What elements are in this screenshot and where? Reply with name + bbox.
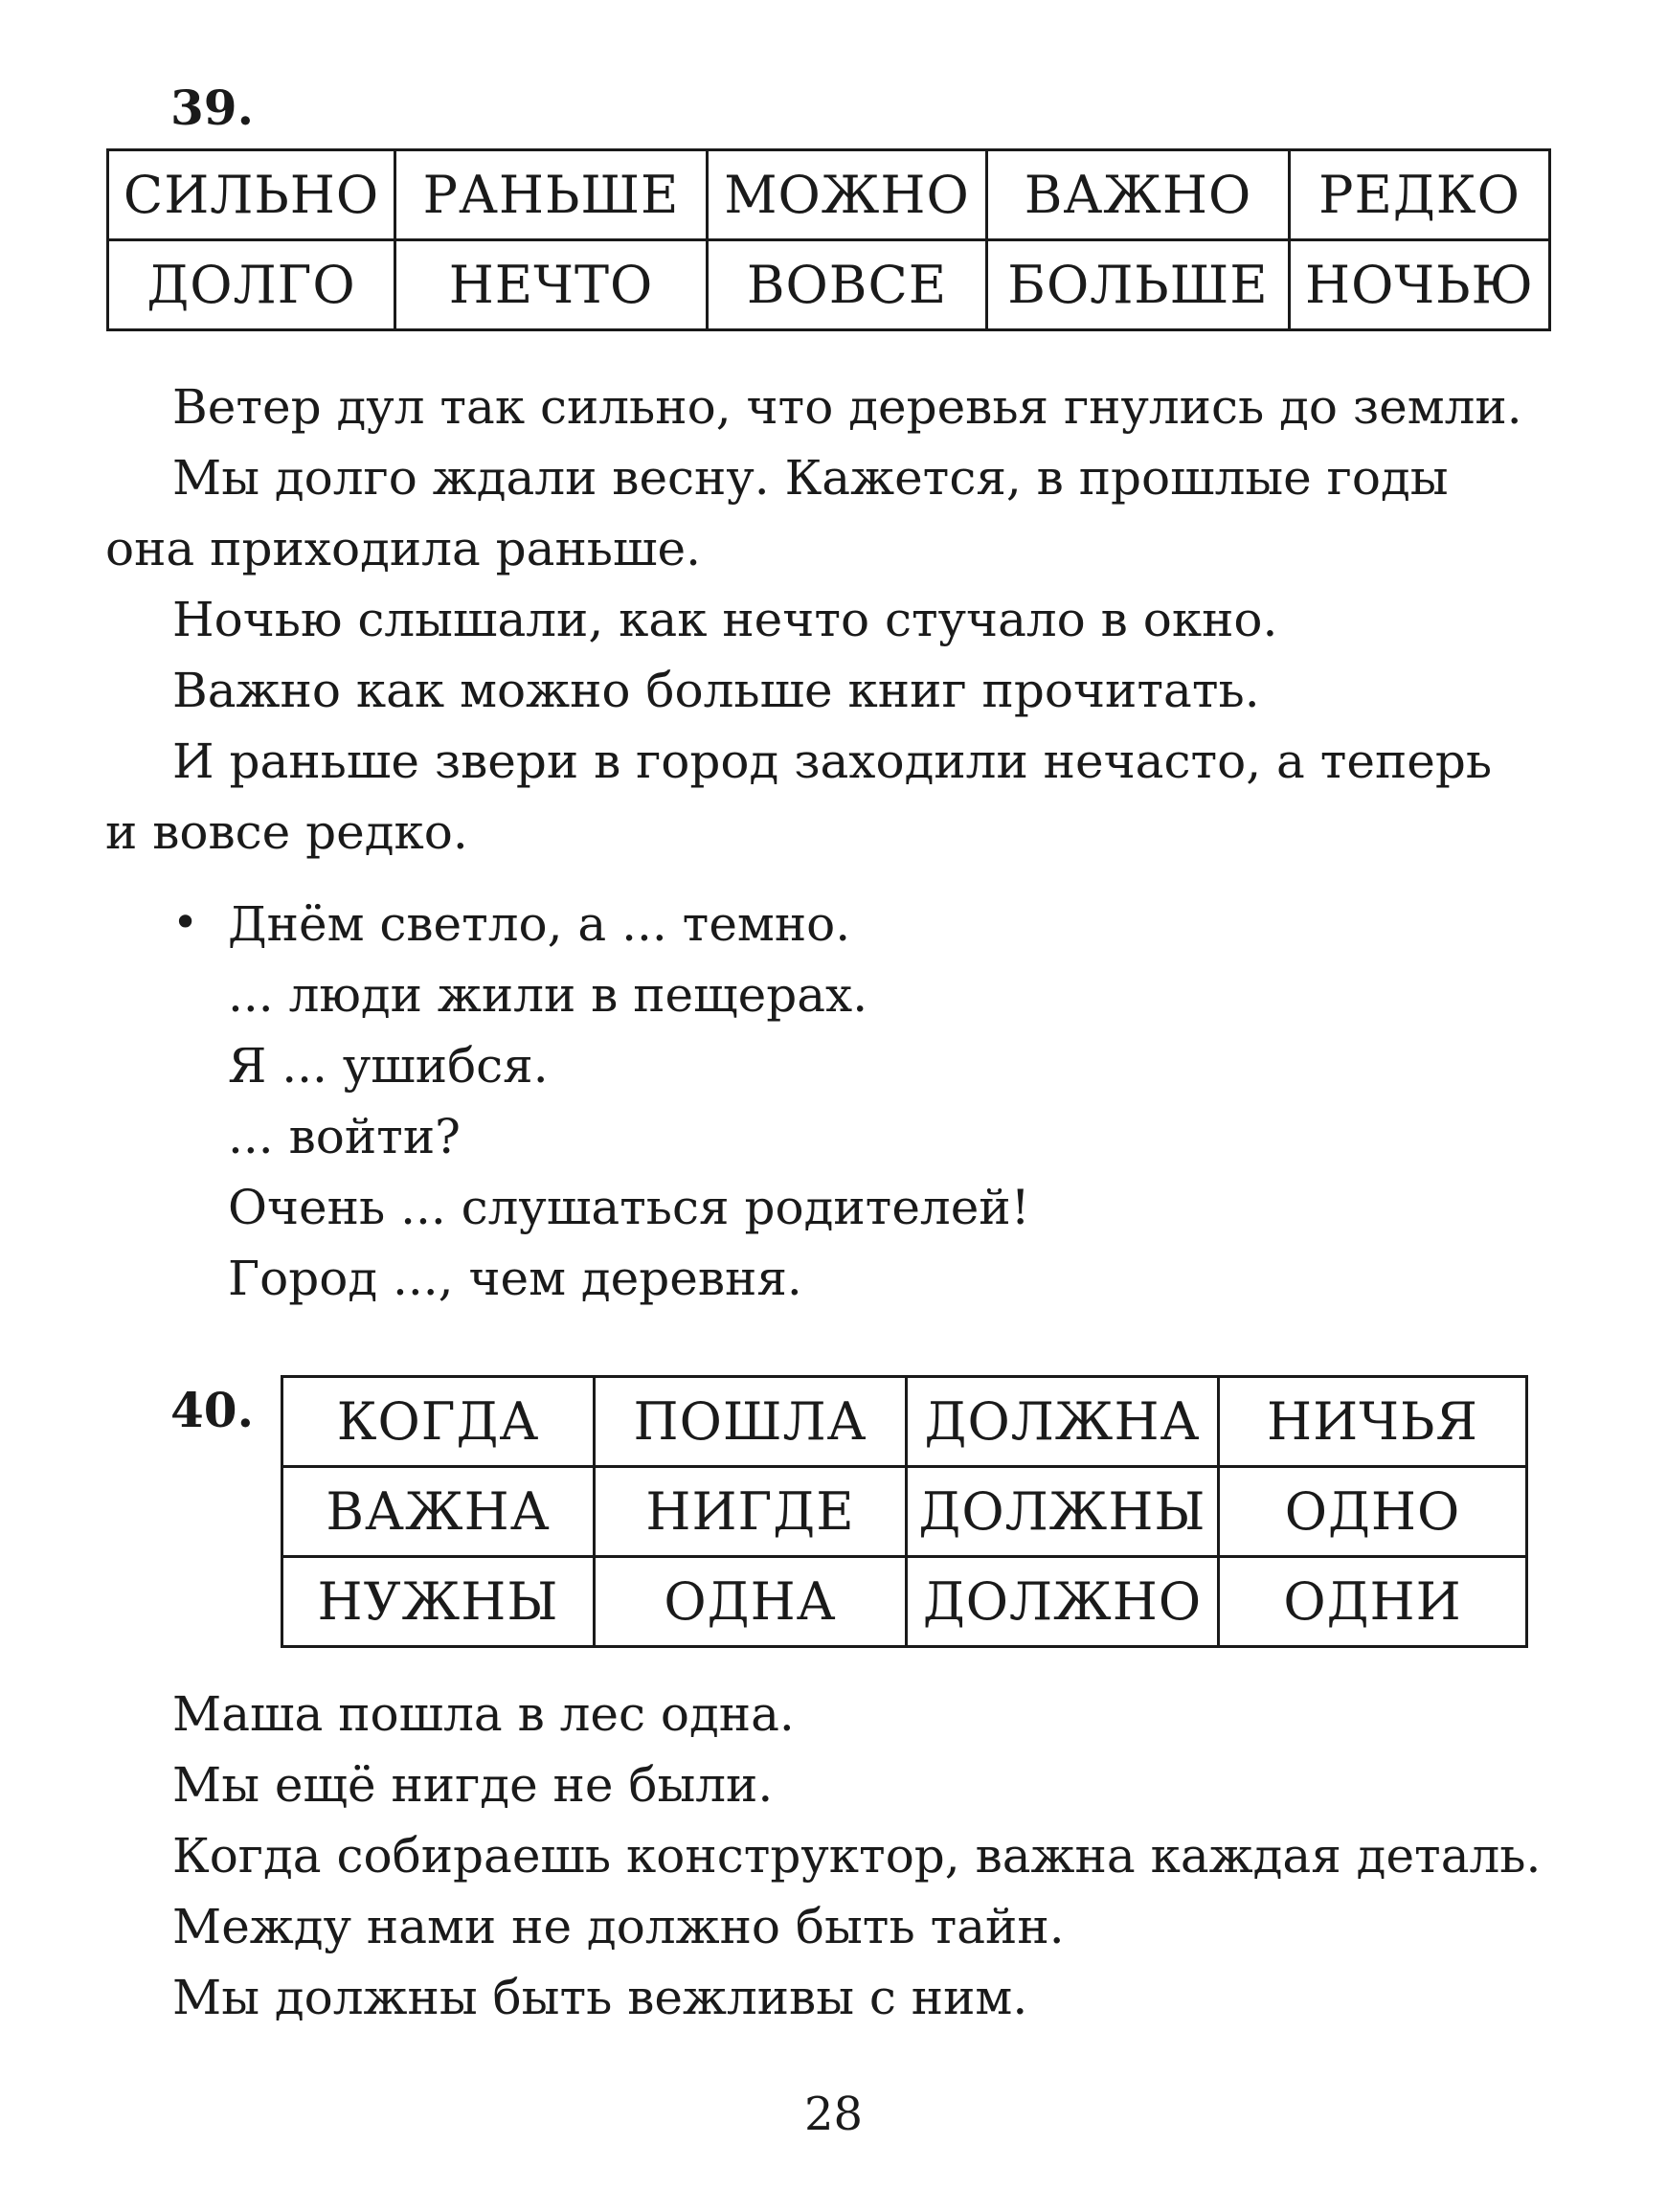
word-cell: НИЧЬЯ xyxy=(1219,1377,1527,1467)
page-number: 28 xyxy=(803,2088,864,2141)
sentence-line: Когда собираешь конструктор, важна каждая деталь. xyxy=(172,1828,1542,1884)
word-cell: ДОЛЖНА xyxy=(907,1377,1219,1467)
word-cell: РЕДКО xyxy=(1290,150,1550,240)
word-cell: ВОВСЕ xyxy=(708,240,987,330)
word-table-39 xyxy=(106,148,1551,331)
word-cell: КОГДА xyxy=(282,1377,595,1467)
sentence-line: Мы долго ждали весну. Кажется, в прошлые годы xyxy=(172,450,1449,506)
sentence-line: Между нами не должно быть тайн. xyxy=(172,1899,1065,1954)
exercise-number: 40. xyxy=(170,1382,254,1438)
word-cell: ВАЖНА xyxy=(282,1467,595,1557)
word-cell: ОДНО xyxy=(1219,1467,1527,1557)
word-cell: НЕЧТО xyxy=(395,240,708,330)
sentence-line: И раньше звери в город заходили нечасто, а теперь xyxy=(172,734,1493,789)
sentence-line: она приходила раньше. xyxy=(105,521,701,576)
word-cell: ДОЛГО xyxy=(108,240,395,330)
word-cell: ДОЛЖНЫ xyxy=(907,1467,1219,1557)
gap-fill-line: ... войти? xyxy=(228,1109,461,1164)
exercise-number: 39. xyxy=(170,79,254,136)
word-cell: ОДНА xyxy=(595,1557,907,1647)
bullet-marker: • xyxy=(172,896,199,948)
word-cell: НИГДЕ xyxy=(595,1467,907,1557)
sentence-line: и вовсе редко. xyxy=(105,804,468,860)
sentence-line: Мы должны быть вежливы с ним. xyxy=(172,1970,1028,2025)
gap-fill-line: Очень ... слушаться родителей! xyxy=(228,1180,1030,1235)
sentence-line: Мы ещё нигде не были. xyxy=(172,1757,774,1813)
word-cell: СИЛЬНО xyxy=(108,150,395,240)
sentence-line: Ночью слышали, как нечто стучало в окно. xyxy=(172,592,1278,647)
word-cell: ДОЛЖНО xyxy=(907,1557,1219,1647)
gap-fill-line: Город ..., чем деревня. xyxy=(228,1251,802,1306)
sentence-line: Ветер дул так сильно, что деревья гнулись до земли. xyxy=(172,379,1522,435)
word-cell: ПОШЛА xyxy=(595,1377,907,1467)
word-cell: МОЖНО xyxy=(708,150,987,240)
gap-fill-line: Я ... ушибся. xyxy=(228,1038,549,1094)
word-cell: ВАЖНО xyxy=(987,150,1290,240)
sentence-line: Маша пошла в лес одна. xyxy=(172,1686,795,1742)
gap-fill-line: ... люди жили в пещерах. xyxy=(228,967,868,1023)
word-cell: РАНЬШЕ xyxy=(395,150,708,240)
word-cell: НОЧЬЮ xyxy=(1290,240,1550,330)
word-table-40 xyxy=(281,1375,1528,1648)
sentence-line: Важно как можно больше книг прочитать. xyxy=(172,663,1260,718)
word-cell: ОДНИ xyxy=(1219,1557,1527,1647)
gap-fill-line: Днём светло, а ... темно. xyxy=(228,896,851,952)
word-cell: НУЖНЫ xyxy=(282,1557,595,1647)
word-cell: БОЛЬШЕ xyxy=(987,240,1290,330)
